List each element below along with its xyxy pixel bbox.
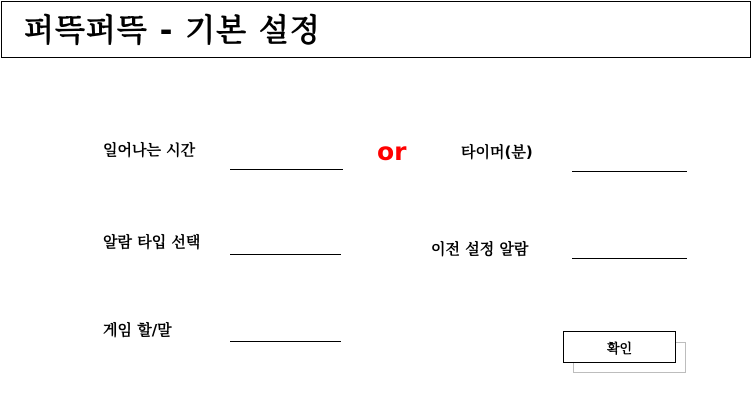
wake-time-input[interactable] [230,152,343,170]
timer-minutes-label: 타이머(분) [461,143,533,161]
header-bar [1,1,751,58]
game-toggle-label: 게임 할/말 [103,321,172,339]
timer-minutes-input[interactable] [572,154,687,172]
or-separator: or [377,137,407,166]
game-toggle-input[interactable] [230,324,341,342]
wake-time-label: 일어나는 시간 [103,141,196,159]
alarm-type-input[interactable] [230,237,341,255]
previous-alarm-label: 이전 설정 알람 [431,240,529,258]
page-title: 퍼뜩퍼뜩 - 기본 설정 [24,13,321,49]
alarm-type-label: 알람 타입 선택 [103,233,201,251]
confirm-button[interactable]: 확인 [563,331,676,363]
previous-alarm-input[interactable] [572,241,687,259]
